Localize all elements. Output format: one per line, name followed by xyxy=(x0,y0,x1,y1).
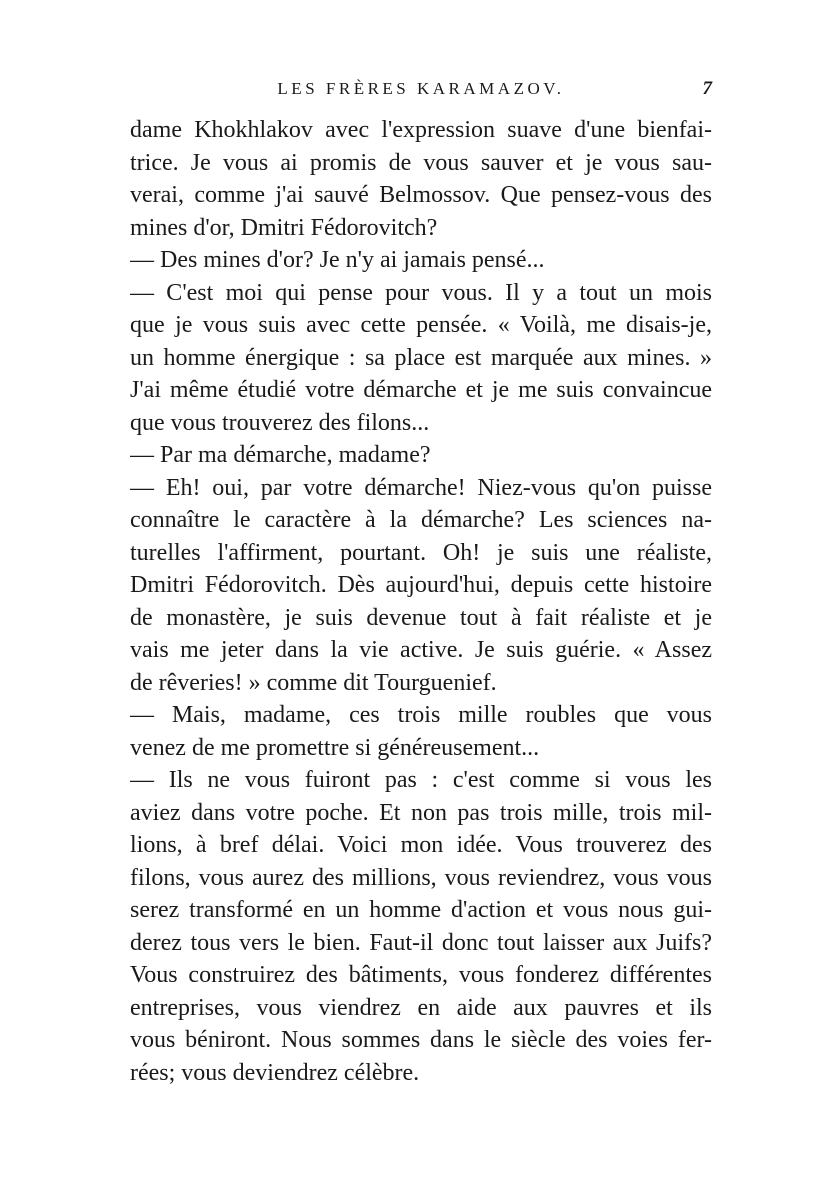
text-line: mines d'or, Dmitri Fédorovitch? xyxy=(130,214,438,241)
text-line: Dmitri Fédorovitch. Dès aujourd'hui, depuis cette histoire xyxy=(130,572,712,598)
text-line: J'ai même étudié votre démarche et je me suis convaincue xyxy=(130,377,712,403)
text-line: verai, comme j'ai sauvé Belmossov. Que pensez-vous des xyxy=(130,182,712,208)
text-line: — Par ma démarche, madame? xyxy=(130,442,431,468)
text-line: — Mais, madame, ces trois mille roubles que vous xyxy=(130,702,712,728)
text-line: lions, à bref délai. Voici mon idée. Vous trouverez des xyxy=(130,832,712,858)
text-line: venez de me promettre si généreusement... xyxy=(130,734,540,761)
text-line: rées; vous deviendrez célèbre. xyxy=(130,1059,420,1086)
text-line: filons, vous aurez des millions, vous reviendrez, vous vous xyxy=(130,864,712,891)
running-head xyxy=(130,76,712,102)
text-line: que je vous suis avec cette pensée. « Voilà, me disais-je, xyxy=(130,312,712,338)
text-line: de rêveries! » comme dit Tourguenief. xyxy=(130,669,497,696)
text-line: de monastère, je suis devenue tout à fait réaliste et je xyxy=(130,604,712,631)
text-line: que vous trouverez des filons... xyxy=(130,409,430,436)
body-text xyxy=(130,114,712,1089)
text-line: entreprises, vous viendrez en aide aux pauvres et ils xyxy=(130,994,712,1021)
text-line: un homme énergique : sa place est marquée aux mines. » xyxy=(130,344,712,371)
text-line: Vous construirez des bâtiments, vous fonderez différentes xyxy=(130,962,712,988)
text-line: aviez dans votre poche. Et non pas trois mille, trois mil- xyxy=(130,799,712,826)
text-line: — Des mines d'or? Je n'y ai jamais pensé... xyxy=(130,247,545,273)
text-line: dame Khokhlakov avec l'expression suave d'une bienfai- xyxy=(130,117,712,143)
text-line: vais me jeter dans la vie active. Je suis guérie. « Assez xyxy=(130,637,712,663)
text-line: trice. Je vous ai promis de vous sauver et je vous sau- xyxy=(130,149,712,176)
running-title: LES FRÈRES KARAMAZOV. xyxy=(277,79,565,98)
text-line: — C'est moi qui pense pour vous. Il y a tout un mois xyxy=(130,279,712,306)
text-line: connaître le caractère à la démarche? Les sciences na- xyxy=(130,507,712,533)
text-line: serez transformé en un homme d'action et vous nous gui- xyxy=(130,897,712,923)
text-line: turelles l'affirment, pourtant. Oh! je suis une réaliste, xyxy=(130,539,712,566)
page-number: 7 xyxy=(702,78,712,99)
text-line: vous béniront. Nous sommes dans le siècle des voies fer- xyxy=(130,1027,712,1053)
text-line: derez tous vers le bien. Faut-il donc tout laisser aux Juifs? xyxy=(130,929,712,956)
text-line: — Eh! oui, par votre démarche! Niez-vous qu'on puisse xyxy=(130,474,712,501)
text-line: — Ils ne vous fuiront pas : c'est comme si vous les xyxy=(130,767,712,793)
